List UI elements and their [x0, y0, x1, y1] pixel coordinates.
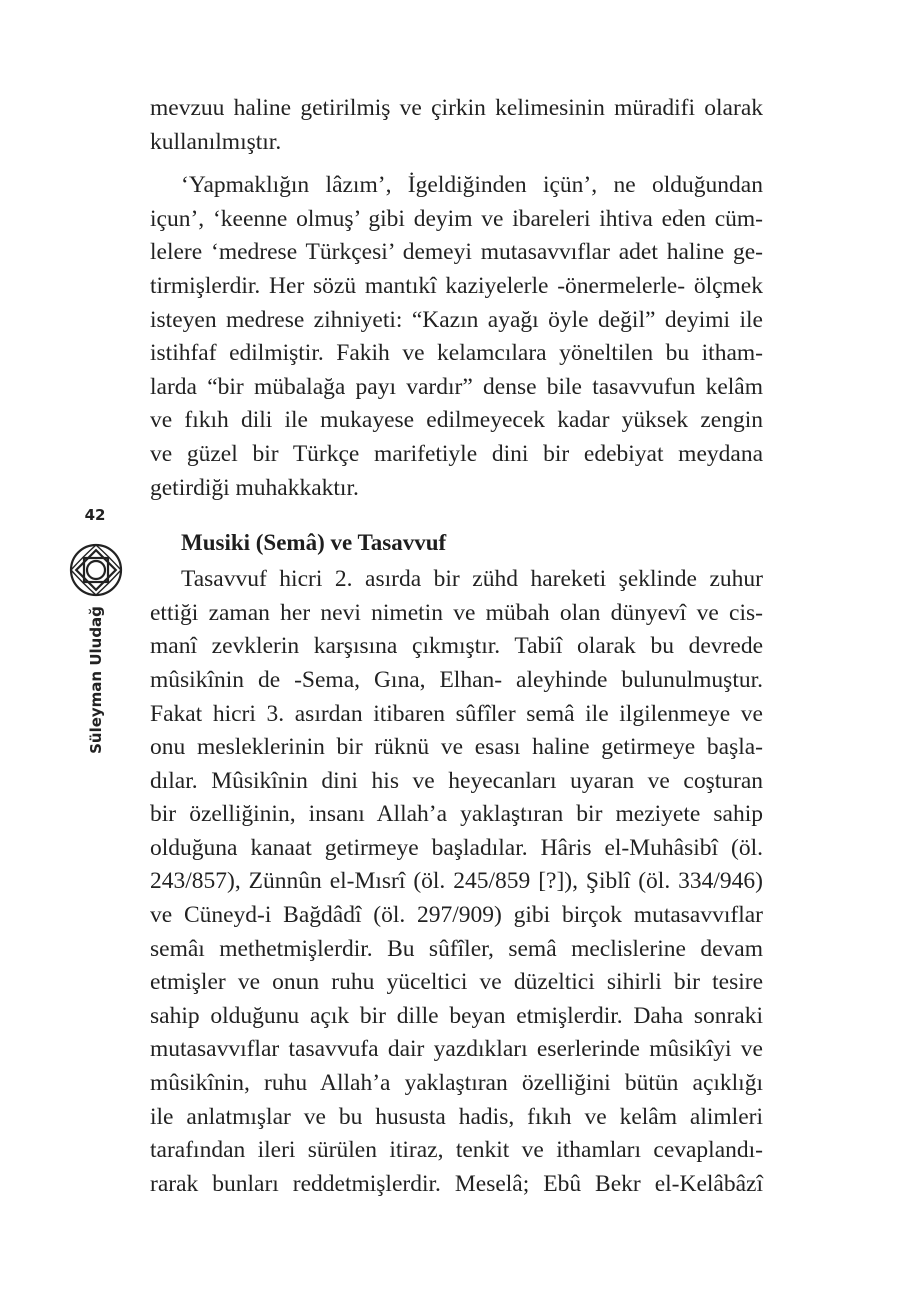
text-line: getirdiği muhakkaktır. [150, 474, 359, 501]
text-line: Fakat hicri 3. asırdan itibaren sûfîler semâ ile ilgilenmeye ve [150, 700, 763, 727]
text-line: ile anlatmışlar ve bu hususta hadis, fıkıh ve kelâm alimleri [150, 1103, 763, 1130]
text-line: mûsikînin de -Sema, Gına, Elhan- aleyhinde bulunulmuştur. [150, 666, 763, 693]
text-line: 243/857), Zünnûn el-Mısrî (öl. 245/859 [?]), Şiblî (öl. 334/946) [150, 868, 763, 895]
page-number: 42 [84, 506, 106, 524]
text-line: ‘Yapmaklığın lâzım’, İgeldiğinden içün’, ne olduğundan [181, 172, 763, 199]
text-line: isteyen medrese zihniyeti: “Kazın ayağı öyle değil” deyimi ile [150, 306, 763, 333]
text-line: tarafından ileri sürülen itiraz, tenkit ve ithamları cevaplandı- [150, 1137, 763, 1164]
text-line: Tasavvuf hicri 2. asırda bir zühd hareketi şeklinde zuhur [181, 566, 763, 593]
text-line: manî zevklerin karşısına çıkmıştır. Tabiî olarak bu devrede [150, 633, 763, 660]
text-line: mevzuu haline getirilmiş ve çirkin kelimesinin müradifi olarak [150, 95, 763, 121]
text-line: mûsikînin, ruhu Allah’a yaklaştıran özelliğini bütün açıklığı [150, 1070, 763, 1097]
text-line: kullanılmıştır. [150, 128, 282, 155]
text-line: larda “bir mübalağa payı vardır” dense bile tasavvufun kelâm [150, 373, 763, 400]
text-line: mutasavvıflar tasavvufa dair yazdıkları eserlerinde mûsikîyi ve [150, 1036, 763, 1063]
text-line: sahip olduğunu açık bir dille beyan etmişlerdir. Daha sonraki [150, 1002, 763, 1029]
paragraph-3 [150, 563, 763, 1201]
text-line: tirmişlerdir. Her sözü mantıkî kaziyelerle -önermelerle- ölçmek [150, 272, 763, 299]
text-line: etmişler ve onun ruhu yüceltici ve düzeltici sihirli bir tesire [150, 969, 763, 996]
paragraph-1 [150, 92, 763, 159]
text-line: istihfaf edilmiştir. Fakih ve kelamcılara yöneltilen bu itham- [150, 340, 763, 367]
text-line: onu mesleklerinin bir rüknü ve esası haline getirmeye başla- [150, 734, 763, 761]
running-author: Süleyman Uludağ [87, 606, 105, 754]
text-line: ve Cüneyd-i Bağdâdî (öl. 297/909) gibi birçok mutasavvıflar [150, 902, 763, 929]
text-line: dılar. Mûsikînin dini his ve heyecanları uyaran ve coşturan [150, 767, 763, 794]
ornamental-knot-icon [68, 542, 124, 598]
text-line: içun’, ‘keenne olmuş’ gibi deyim ve ibareleri ihtiva eden cüm- [150, 205, 763, 232]
text-line: ve güzel bir Türkçe marifetiyle dini bir edebiyat meydana [150, 440, 763, 467]
paragraph-2 [150, 169, 763, 505]
section-heading: Musiki (Semâ) ve Tasavvuf [181, 530, 447, 556]
text-line: olduğuna kanaat getirmeye başladılar. Hâris el-Muhâsibî (öl. [150, 834, 763, 861]
body-text [150, 92, 763, 1201]
text-line: rarak bunları reddetmişlerdir. Meselâ; Ebû Bekr el-Kelâbâzî [150, 1170, 763, 1197]
text-line: ve fıkıh dili ile mukayese edilmeyecek kadar yüksek zengin [150, 407, 763, 434]
text-line: bir özelliğinin, insanı Allah’a yaklaştıran bir meziyete sahip [150, 801, 763, 828]
text-line: semâı methetmişlerdir. Bu sûfîler, semâ meclislerine devam [150, 935, 763, 962]
text-line: ettiği zaman her nevi nimetin ve mübah olan dünyevî ve cis- [150, 599, 763, 626]
text-line: lelere ‘medrese Türkçesi’ demeyi mutasavvıflar adet haline ge- [150, 239, 763, 266]
